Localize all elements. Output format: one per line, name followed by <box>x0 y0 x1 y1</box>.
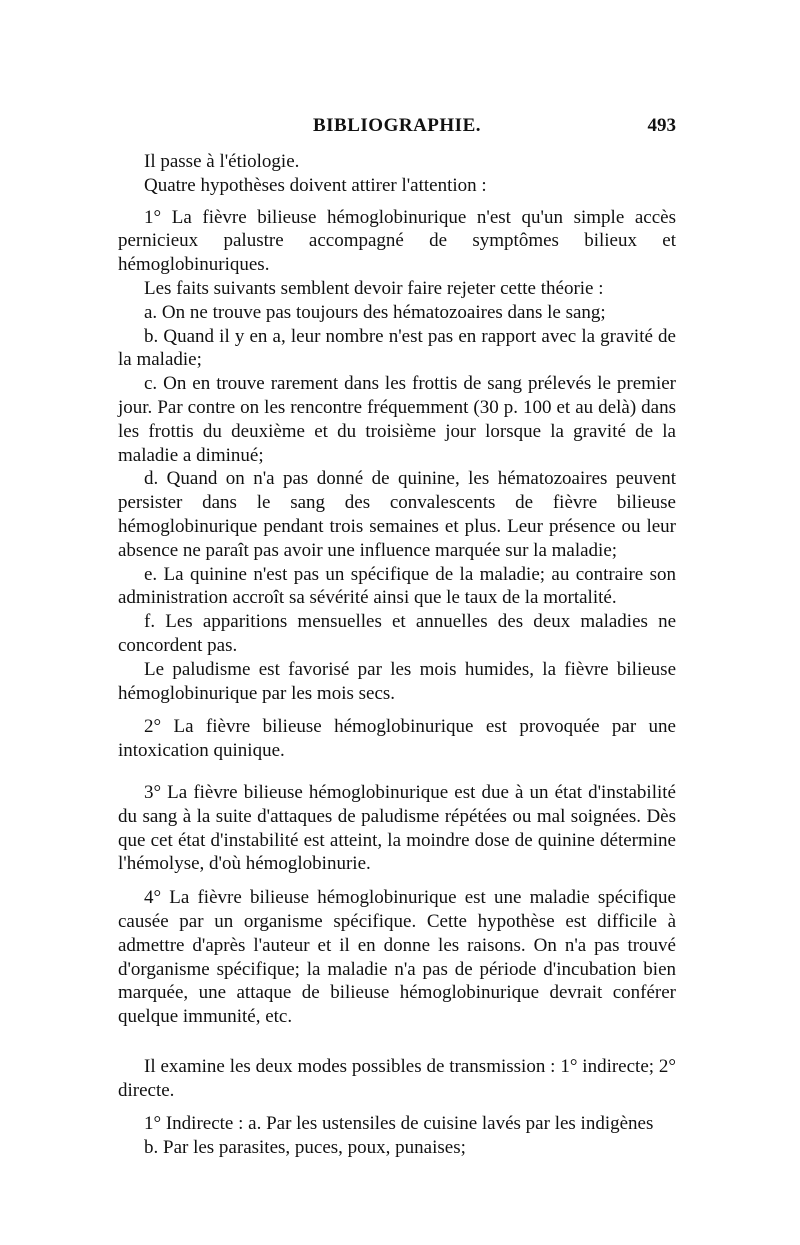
paragraph-item-a: a. On ne trouve pas toujours des hématozoaires dans le sang; <box>144 301 606 323</box>
body-text <box>118 150 676 1160</box>
paragraph-indirect-b: b. Par les parasites, puces, poux, punaises; <box>144 1137 466 1159</box>
paragraph-hypothesis-3: 3° La fièvre bilieuse hémoglobinurique est due à un état d'instabilité du sang à la suite d'attaques de paludisme répétées ou mal soignées. Dès que cet état d'instabilité est atteint, la moindre dose de quinine détermine l'hémolyse, d'où hémoglobinurie. <box>118 781 676 875</box>
paragraph-hypothesis-4: 4° La fièvre bilieuse hémoglobinurique est une maladie spécifique causée par un organisme spécifique. Cette hypothèse est difficile à admettre d'après l'auteur et il en donne les raisons. On n'a pas trouvé d'organisme spécifique; la maladie n'a pas de période d'incubation bien marquée, une attaque de bilieuse hémoglobinurique devrait conférer quelque immunité, etc. <box>118 887 676 1028</box>
paragraph-indirect-a: 1° Indirecte : a. Par les ustensiles de cuisine lavés par les indigènes <box>144 1113 654 1135</box>
paragraph-transmission-intro: Il examine les deux modes possibles de transmission : 1° indirecte; 2° directe. <box>118 1055 676 1101</box>
paragraph-hypothesis-1: 1° La fièvre bilieuse hémoglobinurique n'est qu'un simple accès pernicieux palustre accompagné de symptômes bilieux et hémoglobinuriques. <box>118 206 676 276</box>
running-head: BIBLIOGRAPHIE. <box>312 115 481 136</box>
paragraph-seasonality: Le paludisme est favorisé par les mois humides, la fièvre bilieuse hémoglobinurique par les mois secs. <box>118 658 676 704</box>
paragraph-item-d: d. Quand on n'a pas donné de quinine, les hématozoaires peuvent persister dans le sang des convalescents de fièvre bilieuse hémoglobinurique pendant trois semaines et plus. Leur présence ou leur absence ne paraît pas avoir une influence marquée sur la maladie; <box>118 468 676 561</box>
paragraph-item-f: f. Les apparitions mensuelles et annuelles des deux maladies ne concordent pas. <box>118 611 676 656</box>
paragraph-item-b: b. Quand il y en a, leur nombre n'est pas en rapport avec la gravité de la maladie; <box>118 325 676 371</box>
paragraph-etiology: Il passe à l'étiologie. <box>144 151 300 172</box>
page-number: 493 <box>647 115 676 136</box>
paragraph-item-c: c. On en trouve rarement dans les frottis de sang prélevés le premier jour. Par contre on les rencontre fréquemment (30 p. 100 et au delà) dans les frottis du deuxième et du troisième jour lorsque la gravité de la maladie a diminué; <box>118 373 676 466</box>
paragraph-item-e: e. La quinine n'est pas un spécifique de la maladie; au contraire son administration accroît sa sévérité ainsi que le taux de la mortalité. <box>118 563 676 609</box>
paragraph-hypothesis-2: 2° La fièvre bilieuse hémoglobinurique est provoquée par une intoxication quinique. <box>118 716 676 762</box>
paragraph-facts-intro: Les faits suivants semblent devoir faire rejeter cette théorie : <box>144 277 604 299</box>
page-header <box>118 115 676 143</box>
paragraph-hypotheses-intro: Quatre hypothèses doivent attirer l'attention : <box>144 174 487 196</box>
